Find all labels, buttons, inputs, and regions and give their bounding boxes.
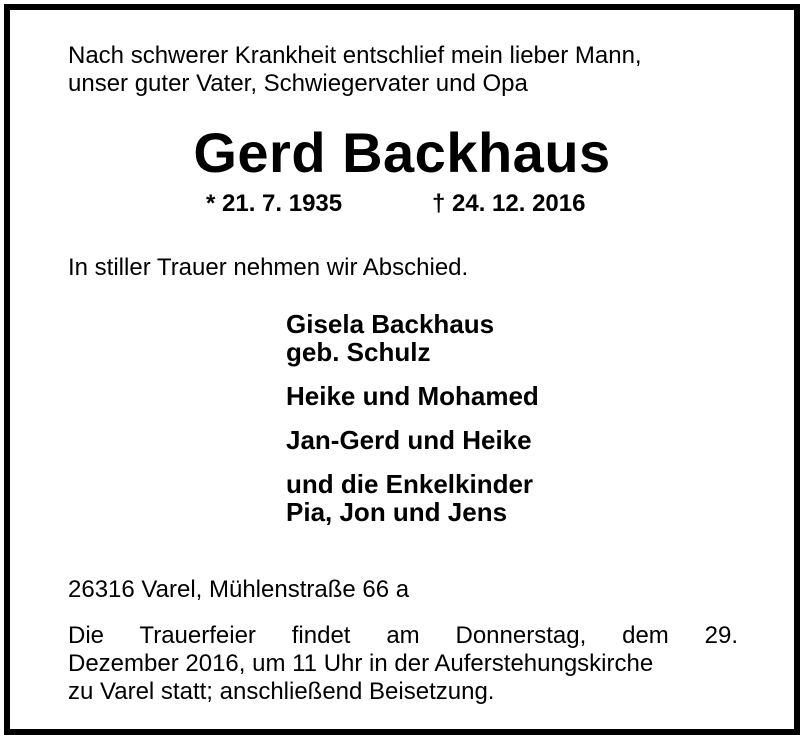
ceremony-line: Die Trauerfeier findet am Donnerstag, dem 29. bbox=[68, 622, 738, 649]
intro-line: unser guter Vater, Schwiegervater und Opa bbox=[68, 70, 528, 97]
family-member: Pia, Jon und Jens bbox=[286, 497, 508, 527]
obituary-frame bbox=[4, 4, 800, 735]
family-list bbox=[286, 310, 539, 542]
family-group bbox=[286, 382, 539, 410]
family-group bbox=[286, 310, 539, 366]
birth-date: * 21. 7. 1935 bbox=[206, 190, 343, 217]
family-member: geb. Schulz bbox=[286, 337, 431, 367]
intro-text bbox=[68, 42, 748, 98]
ceremony-line: zu Varel statt; anschließend Beisetzung. bbox=[68, 678, 495, 705]
family-group bbox=[286, 470, 539, 526]
family-group bbox=[286, 426, 539, 454]
obituary-content bbox=[10, 10, 794, 729]
address: 26316 Varel, Mühlenstraße 66 a bbox=[68, 576, 410, 603]
mourning-line: In stiller Trauer nehmen wir Abschied. bbox=[68, 254, 469, 281]
ceremony-info bbox=[68, 622, 738, 706]
deceased-name: Gerd Backhaus bbox=[193, 121, 611, 184]
intro-line: Nach schwerer Krankheit entschlief mein lieber Mann, bbox=[68, 42, 642, 69]
death-date: † 24. 12. 2016 bbox=[432, 190, 586, 217]
family-member: Heike und Mohamed bbox=[286, 381, 539, 411]
ceremony-line: Dezember 2016, um 11 Uhr in der Auferstehungskirche bbox=[68, 650, 654, 677]
family-member: und die Enkelkinder bbox=[286, 469, 534, 499]
family-member: Gisela Backhaus bbox=[286, 309, 495, 339]
family-member: Jan-Gerd und Heike bbox=[286, 425, 532, 455]
